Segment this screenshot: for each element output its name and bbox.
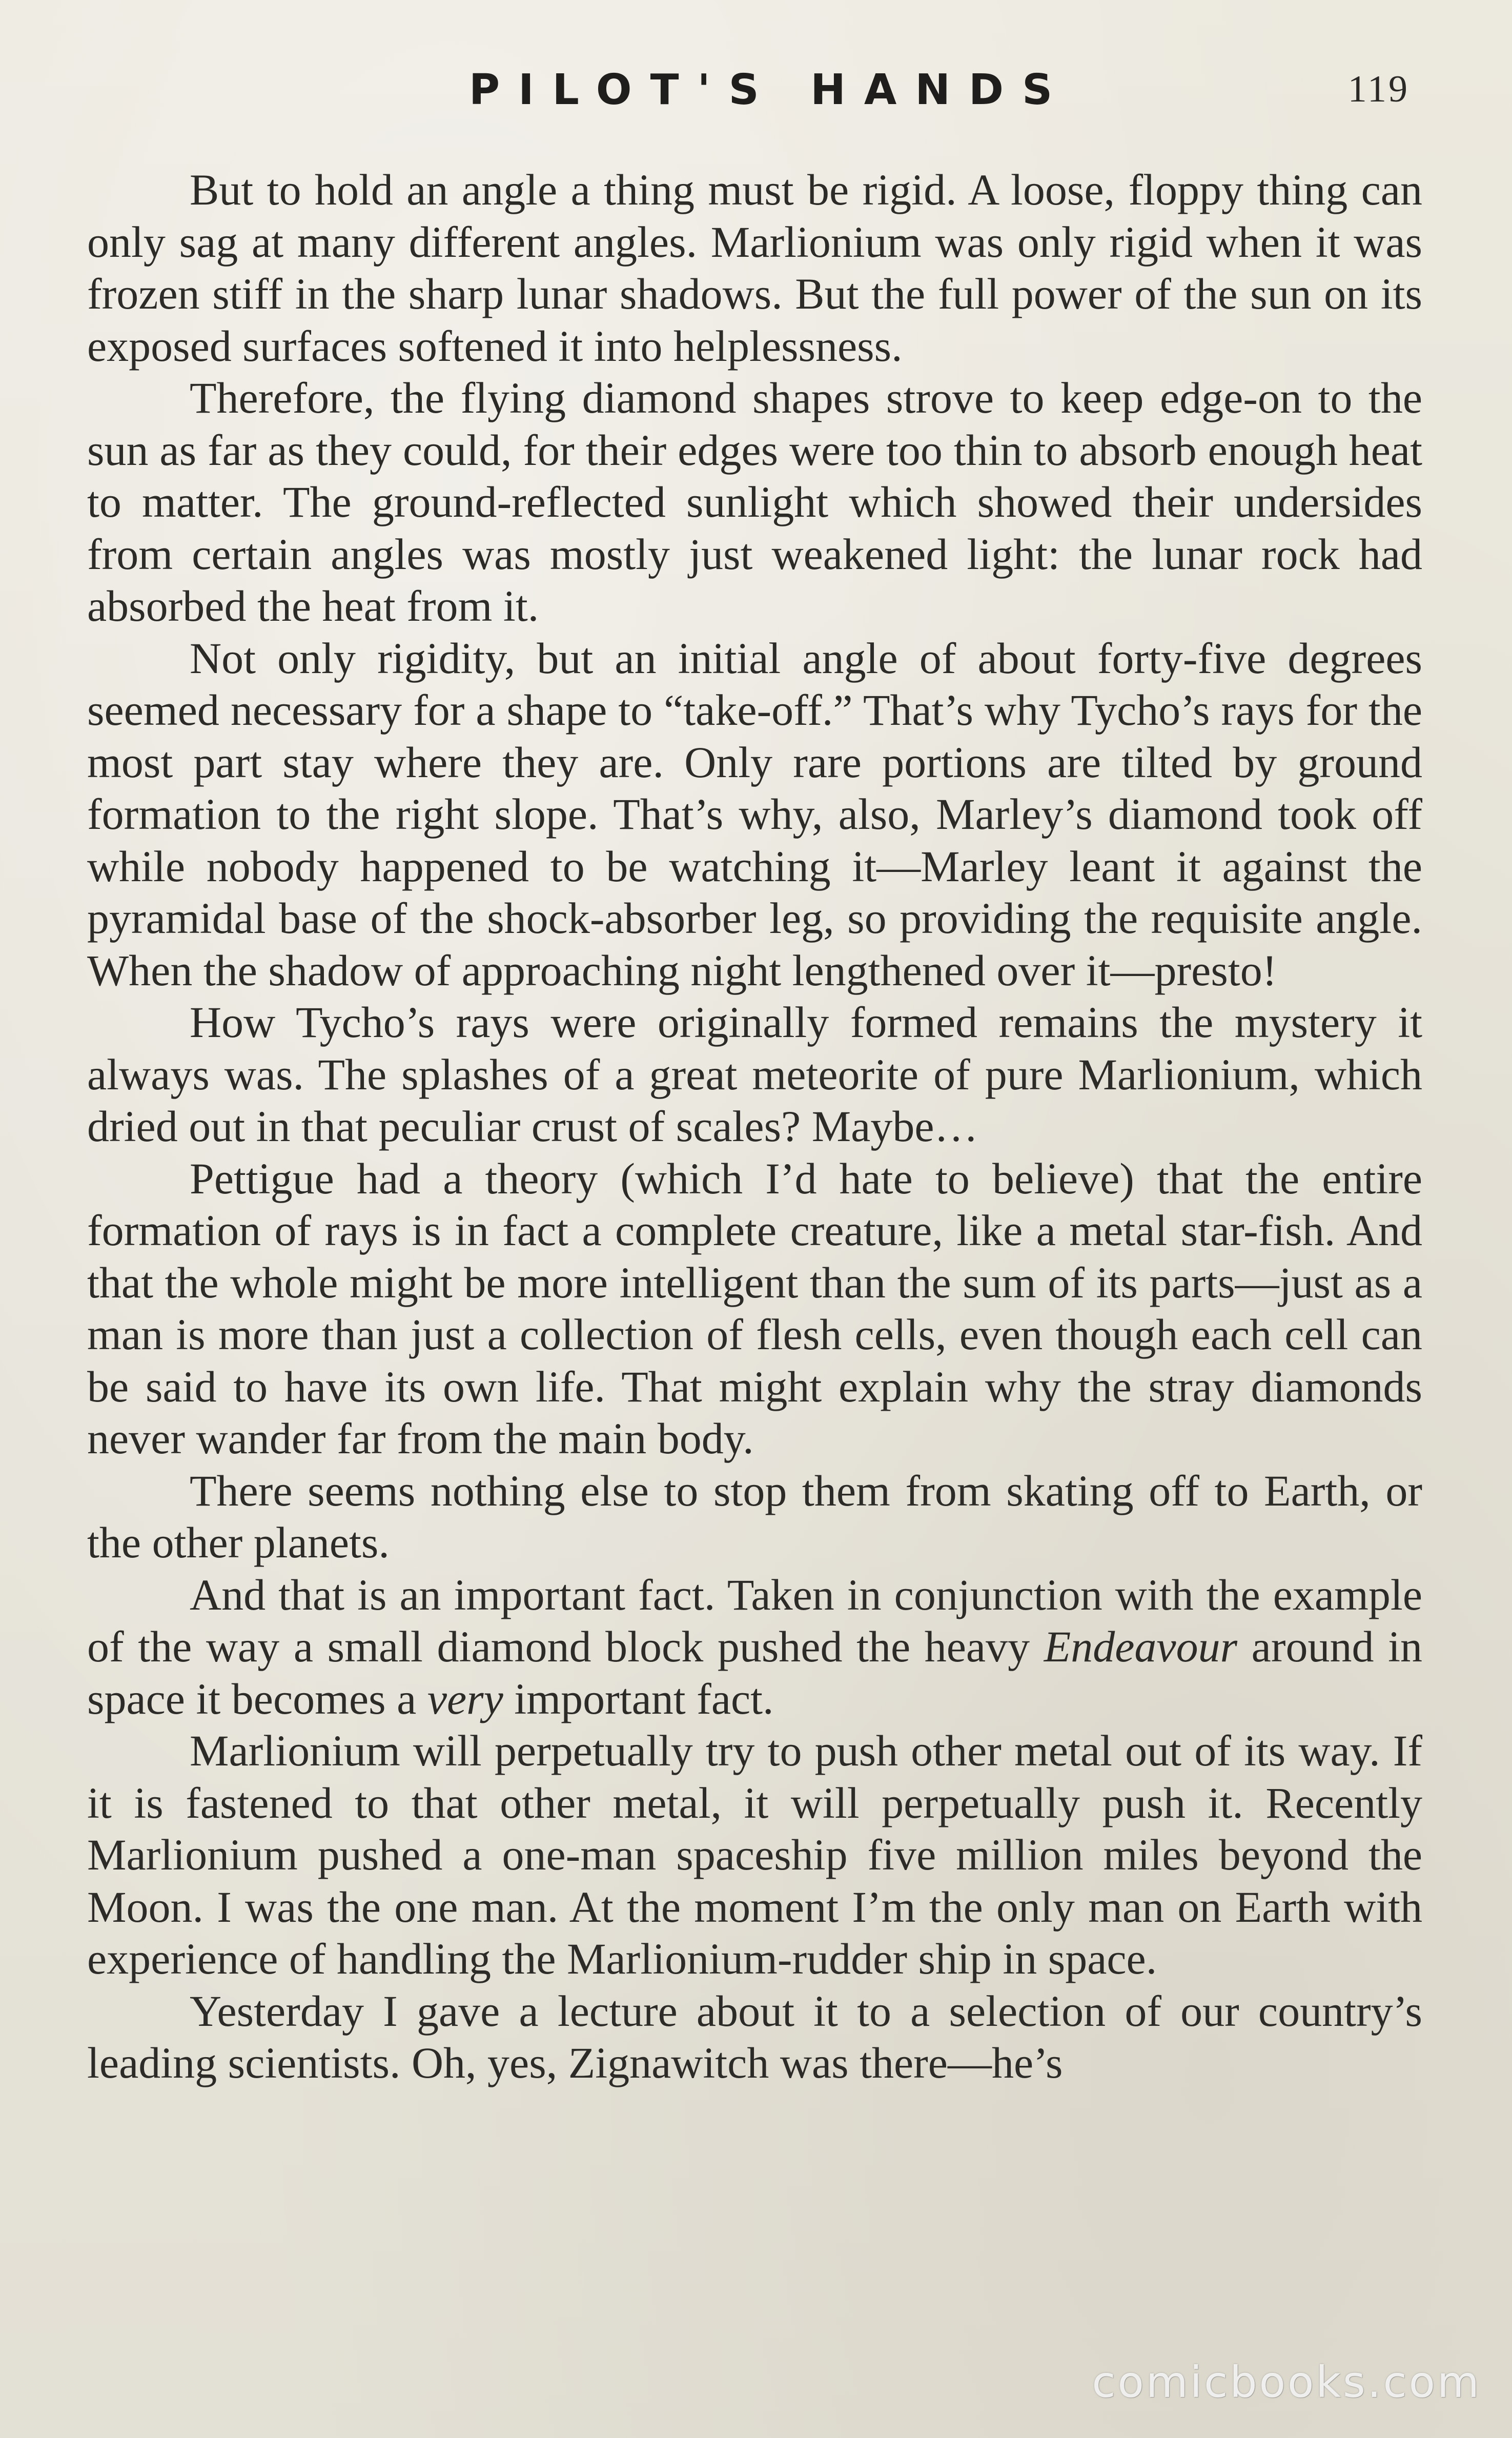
paragraph-text-part: important fact.: [503, 1674, 774, 1723]
paragraph-important-fact: [87, 1569, 1422, 1725]
running-head: PILOT'S HANDS: [469, 66, 1071, 114]
paragraph-rigidity: But to hold an angle a thing must be rigid. A loose, floppy thing can only sag at many different angles. Marlionium was only rigid when it was frozen stiff in the sharp lunar shadows. But the full power of the sun on its exposed surfaces softened it into helplessness.: [87, 165, 1422, 371]
watermark: comicbooks.com: [1092, 2357, 1481, 2407]
paragraph-lecture: Yesterday I gave a lecture about it to a selection of our country’s leading scientists. Oh, yes, Zignawitch was there—he’s: [87, 1986, 1422, 2087]
page-header: [0, 66, 1512, 122]
paragraph-text-part: And that is an important fact. Taken in conjunction with the example of the way a small diamond block pushed the heavy: [87, 1570, 1422, 1671]
paragraph-theory: Pettigue had a theory (which I’d hate to believe) that the entire formation of rays is in fact a complete creature, like a metal star-fish. And that the whole might be more intelligent than the sum of its parts—just as a man is more than just a collection of flesh cells, even though each cell can be said to have its own life. That might explain why the stray diamonds never wander far from the main body.: [87, 1153, 1422, 1463]
paragraph-push-metal: Marlionium will perpetually try to push other metal out of its way. If it is fastened to that other metal, it will perpetually push it. Recently Marlionium pushed a one-man spaceship five million miles beyond the Moon. I was the one man. At the moment I’m the only man on Earth with experience of handling the Marlionium-rudder ship in space.: [87, 1726, 1422, 1983]
paragraph-edge-on: Therefore, the flying diamond shapes strove to keep edge-on to the sun as far as they could, for their edges were too thin to absorb enough heat to matter. The ground-reflected sunlight which showed their undersides from certain angles was mostly just weakened light: the lunar rock had absorbed the heat from it.: [87, 373, 1422, 631]
page-number: 119: [1347, 68, 1409, 110]
paragraph-text-part: around in space it becomes a: [87, 1622, 1422, 1723]
body-text: [87, 164, 1422, 2089]
paragraph-mystery: How Tycho’s rays were originally formed remains the mystery it always was. The splashes of a great meteorite of pure Marlionium, which dried out in that peculiar crust of scales? Maybe…: [87, 998, 1422, 1151]
paragraph-take-off: Not only rigidity, but an initial angle of about forty-five degrees seemed necessary for a shape to “take-off.” That’s why Tycho’s rays for the most part stay where they are. Only rare portions are tilted by ground formation to the right slope. That’s why, also, Marley’s diamond took off while nobody happened to be watching it—Marley leant it against the pyramidal base of the shock-absorber leg, so providing the requisite angle. When the shadow of approaching night lengthened over it—presto!: [87, 633, 1422, 995]
ship-name-italic: Endeavour: [1044, 1622, 1238, 1671]
paragraph-skating: There seems nothing else to stop them from skating off to Earth, or the other planets.: [87, 1466, 1422, 1567]
emphasis-italic: very: [427, 1674, 503, 1723]
